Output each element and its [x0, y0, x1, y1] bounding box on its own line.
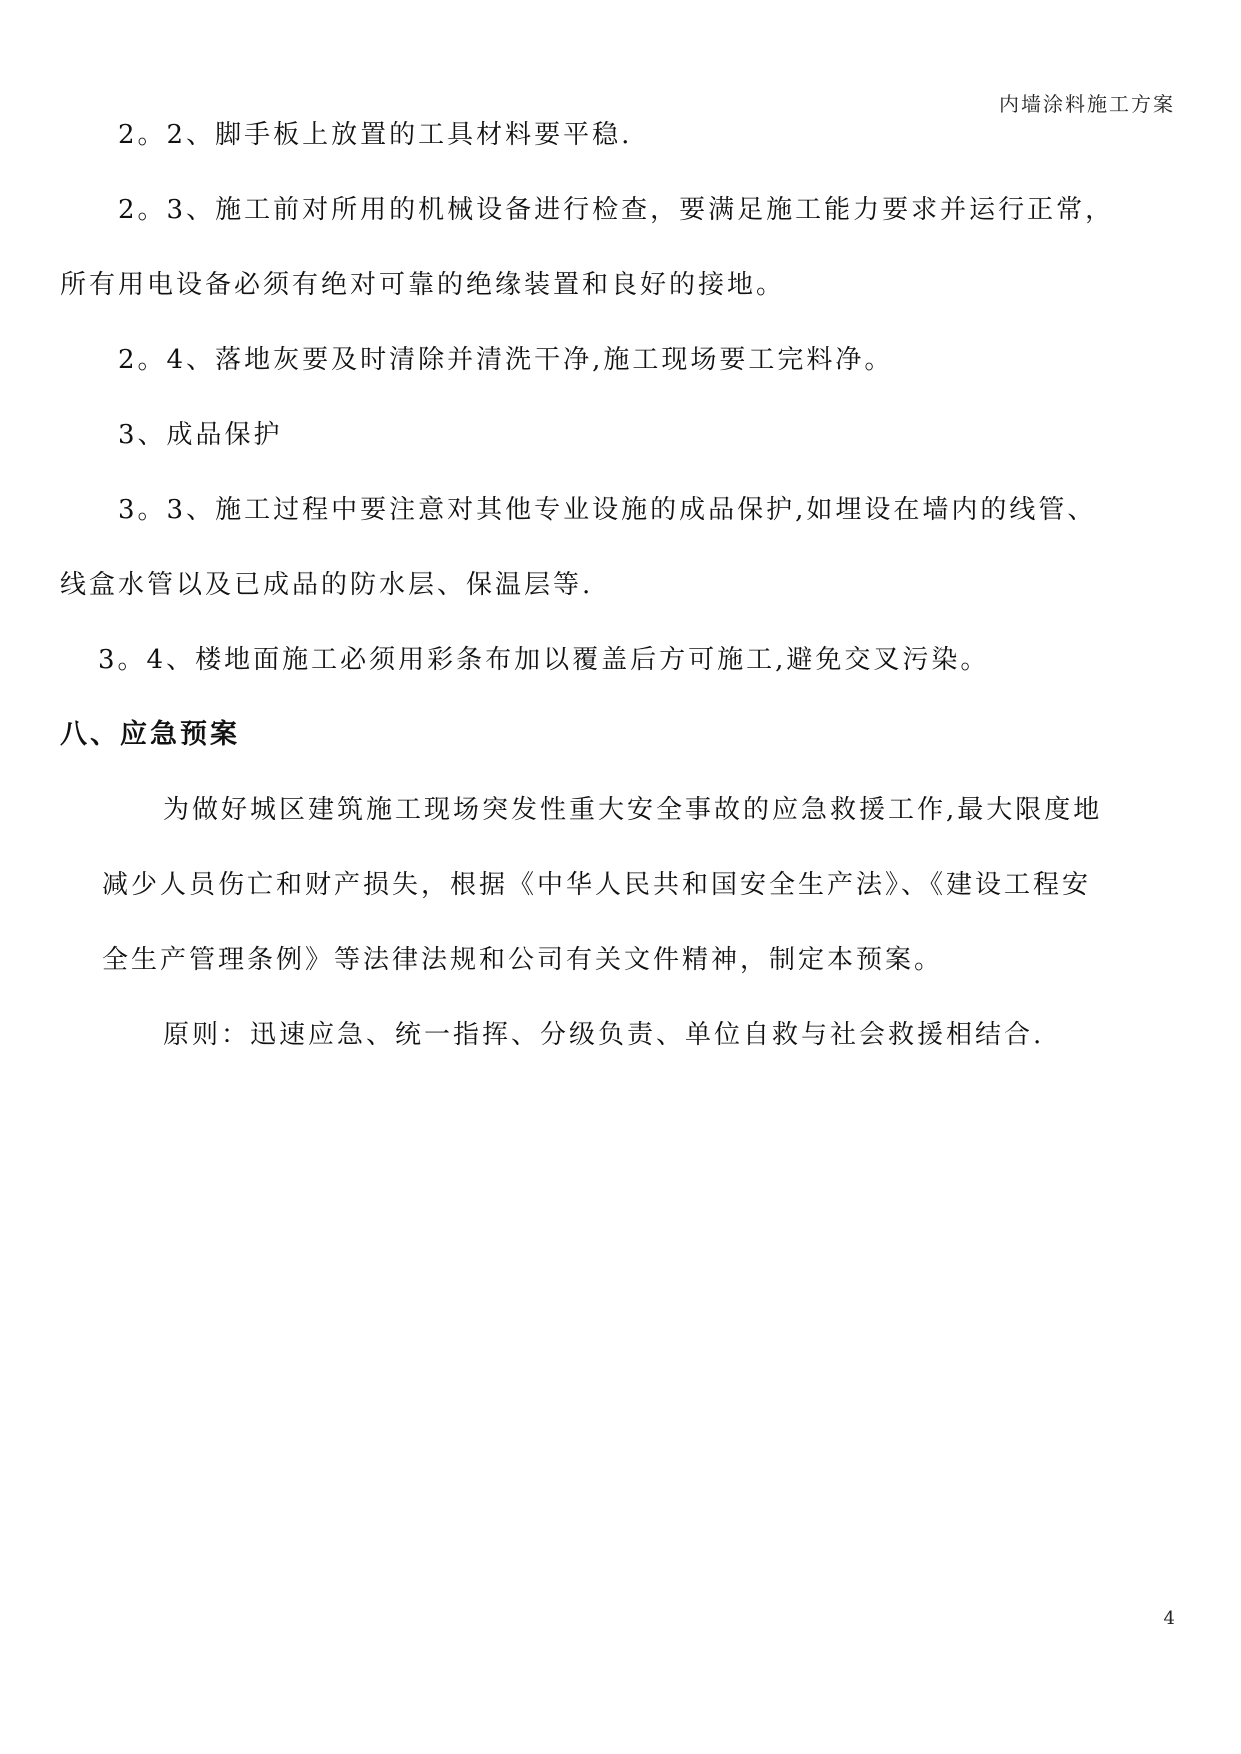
paragraph-2-3-line-2: 所有用电设备必须有绝对可靠的绝缘装置和良好的接地。	[60, 270, 786, 300]
paragraph-2-2: 2。2、脚手板上放置的工具材料要平稳.	[118, 120, 633, 150]
paragraph-2-4: 2。4、落地灰要及时清除并清洗干净,施工现场要工完料净。	[118, 345, 894, 375]
subheading-product-protection: 3、成品保护	[118, 420, 283, 450]
paragraph-3-3-line-1: 3。3、施工过程中要注意对其他专业设施的成品保护,如埋设在墙内的线管、	[118, 495, 1097, 525]
paragraph-3-4: 3。4、楼地面施工必须用彩条布加以覆盖后方可施工,避免交叉污染。	[98, 645, 990, 675]
paragraph-principles: 原则：迅速应急、统一指挥、分级负责、单位自救与社会救援相结合.	[163, 1020, 1045, 1050]
running-header: 内墙涂料施工方案	[999, 92, 1175, 116]
document-body	[60, 118, 1182, 1093]
page-number: 4	[1163, 1608, 1175, 1629]
paragraph-emergency-line-3: 全生产管理条例》等法律法规和公司有关文件精神，制定本预案。	[102, 945, 944, 975]
paragraph-emergency-line-2: 减少人员伤亡和财产损失，根据《中华人民共和国安全生产法》、《建设工程安	[102, 870, 1092, 900]
paragraph-2-3-line-1: 2。3、施工前对所用的机械设备进行检查，要满足施工能力要求并运行正常，	[118, 195, 1115, 225]
section-title-emergency-plan: 八、应急预案	[60, 719, 240, 750]
paragraph-emergency-line-1: 为做好城区建筑施工现场突发性重大安全事故的应急救援工作,最大限度地	[163, 795, 1103, 825]
paragraph-3-3-line-2: 线盒水管以及已成品的防水层、保温层等.	[60, 570, 594, 600]
